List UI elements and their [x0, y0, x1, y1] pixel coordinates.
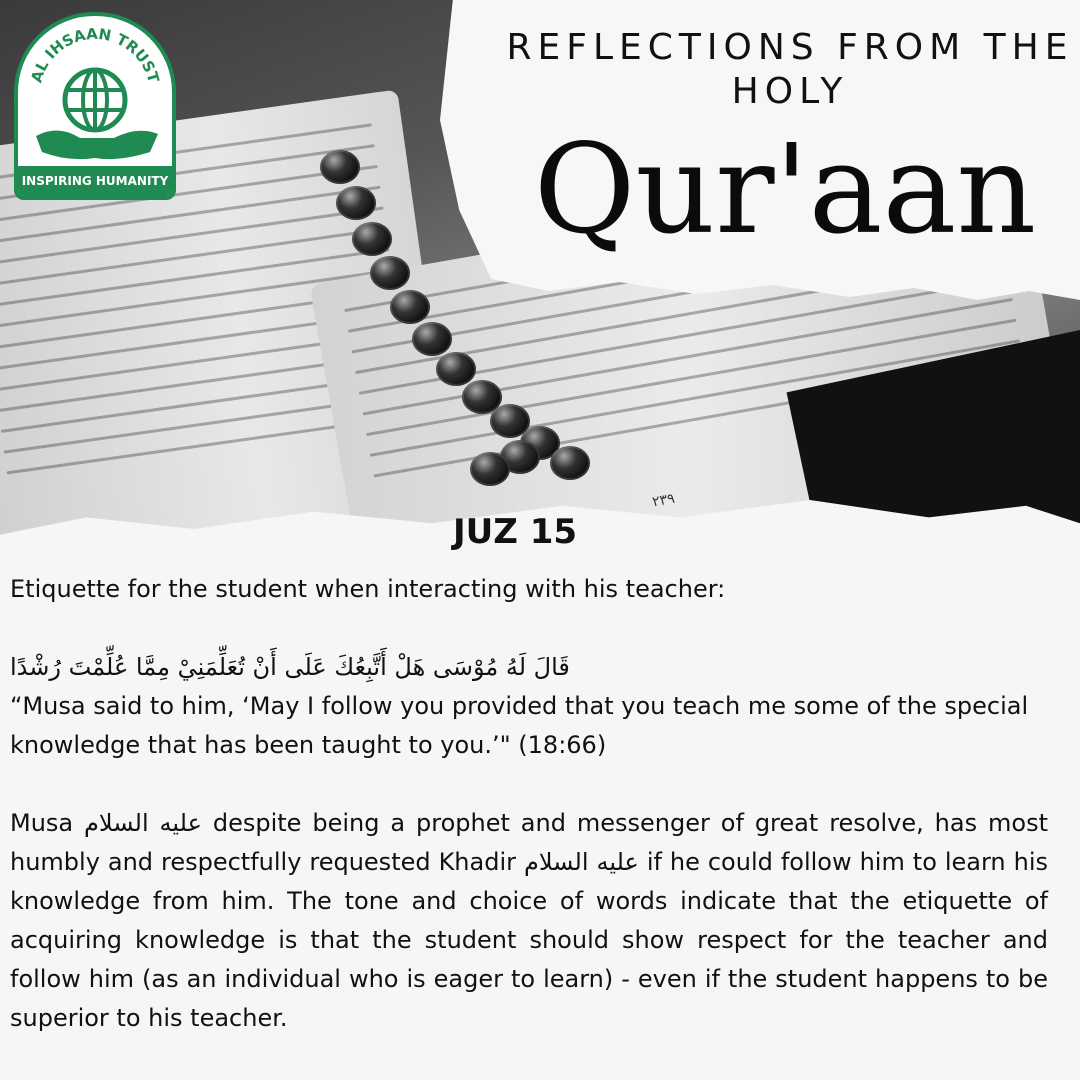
- page-subtitle: REFLECTIONS FROM THE HOLY: [506, 27, 1074, 112]
- reflection-part-2: despite being a prophet and messenger of great resolve, has most humbly and respectfully requested Khadir: [10, 809, 1048, 876]
- logo-tagline: INSPIRING HUMANITY: [18, 166, 172, 196]
- reflection-part-1: Musa: [10, 809, 85, 837]
- page-number: ٢٣٩: [651, 490, 677, 511]
- content-body: [10, 570, 1048, 1038]
- intro-text: Etiquette for the student when interacting with his teacher:: [10, 575, 726, 603]
- reflection-paragraph: [10, 804, 1048, 1038]
- page-title: Qur'aan: [533, 118, 1037, 262]
- verse-translation: “Musa said to him, ‘May I follow you provided that you teach me some of the special knowledge that has been taught to you.’" (18:66): [10, 692, 1029, 759]
- globe-hands-icon: [18, 16, 172, 176]
- al-ihsaan-trust-logo: [14, 12, 176, 200]
- arabic-verse: قَالَ لَهُ مُوْسَى هَلْ أَتَّبِعُكَ عَلَى أَنْ تُعَلِّمَنِيْ مِمَّا عُلِّمْتَ رُشْدًا: [10, 653, 570, 681]
- juz-heading: JUZ 15: [452, 512, 578, 552]
- honorific-musa: عليه السلام: [84, 809, 202, 837]
- reflection-part-3: if he could follow him to learn his knowledge from him. The tone and choice of words indicate that the etiquette of acquiring knowledge is that the student should show respect for the teacher and follow him (as an individual who is eager to learn) - even if the student happens to be superior to his teacher.: [10, 848, 1048, 1032]
- logo-arc-text: AL IHSAAN TRUST: [27, 24, 163, 85]
- honorific-khadir: عليه السلام: [523, 848, 639, 876]
